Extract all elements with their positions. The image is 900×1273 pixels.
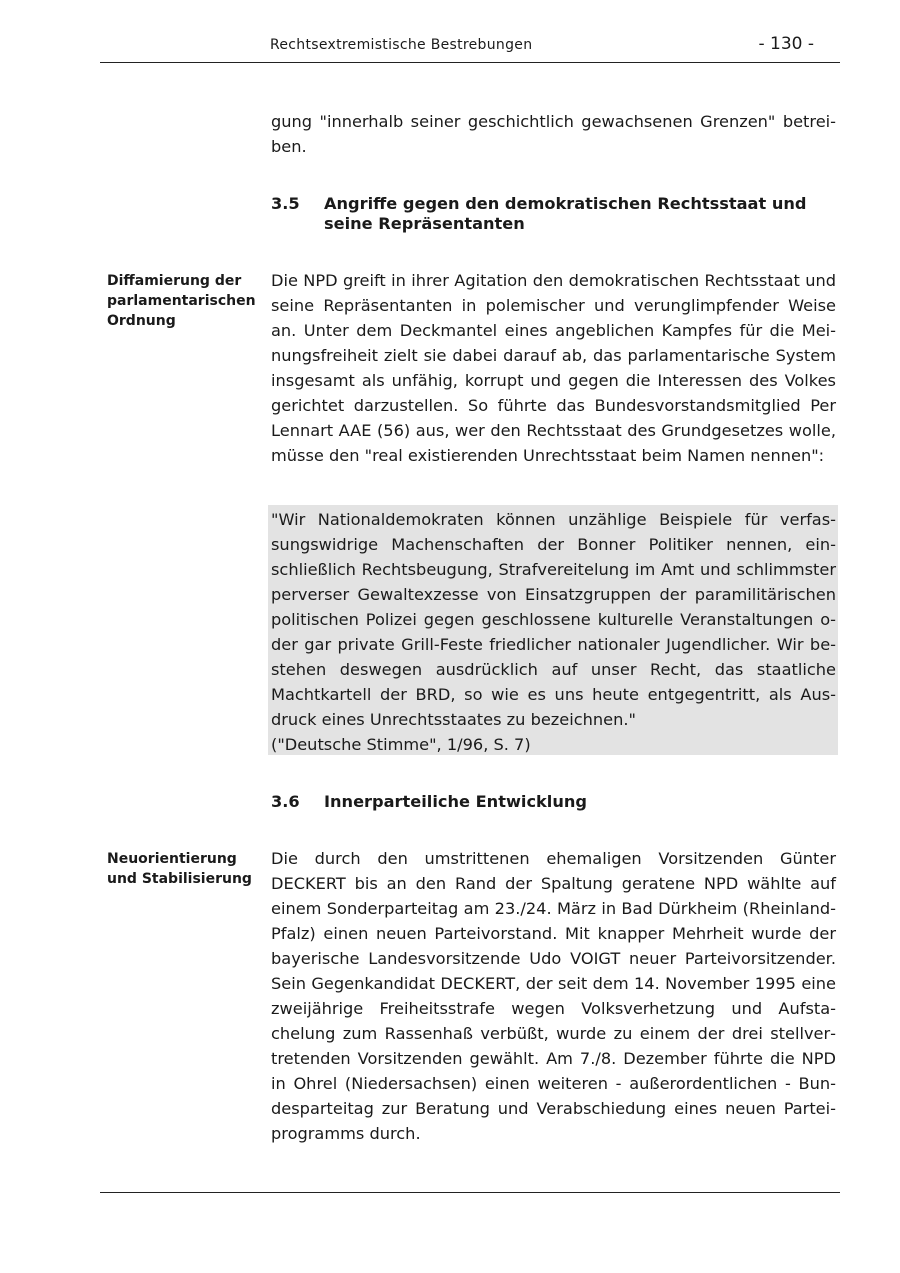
intro-paragraph: gung "innerhalb seiner geschichtlich gewachsenen Grenzen" betreiben. (271, 112, 836, 156)
page-header (100, 36, 840, 63)
margin-note-neuorientierung: Neuorientierung und Stabilisierung (107, 851, 252, 887)
section-3-5-paragraph: Die NPD greift in ihrer Agitation den demokratischen Rechtsstaat und seine Repräsentanten in polemischer und verunglimpfender Weise an. Unter dem Deckmantel eines angeblichen Kampfes für die Meinungsfreiheit zielt sie dabei darauf ab, das parlamentarische System insgesamt als unfähig, korrupt und gegen die Interessen des Volkes gerichtet darzustellen. So führte das Bundesvorstandsmitglied Per Lennart AAE (56) aus, wer den Rechtsstaat des Grundgesetzes wolle, müsse den "real existierenden Unrechtsstaat beim Namen nennen": (271, 271, 836, 465)
running-header-title: Rechtsextremistische Bestrebungen (270, 37, 533, 53)
section-number: 3.5 (271, 194, 300, 213)
section-title: Angriffe gegen den demokratischen Rechtsstaat und seine Repräsentanten (324, 194, 807, 233)
section-title: Innerparteiliche Entwicklung (324, 792, 587, 811)
quote-source: ("Deutsche Stimme", 1/96, S. 7) (271, 735, 531, 754)
margin-note-diffamierung: Diffamierung der parlamentarischen Ordnung (107, 273, 256, 329)
footer-rule (100, 1192, 840, 1193)
section-heading-3-6 (271, 792, 836, 812)
section-3-6-paragraph: Die durch den umstrittenen ehemaligen Vorsitzenden Günter DECKERT bis an den Rand der Spaltung geratene NPD wählte auf einem Sonderparteitag am 23./24. März in Bad Dürkheim (Rheinland-Pfalz) einen neuen Parteivorstand. Mit knapper Mehrheit wurde der bayerische Landesvorsitzende Udo VOIGT neuer Parteivorsitzender. Sein Gegenkandidat DECKERT, der seit dem 14. November 1995 eine zweijährige Freiheitsstrafe wegen Volksverhetzung und Aufstachelung zum Rassenhaß verbüßt, wurde zu einem der drei stellvertretenden Vorsitzenden gewählt. Am 7./8. Dezember führte die NPD in Ohrel (Niedersachsen) einen weiteren - außerordentlichen - Bundesparteitag zur Beratung und Verabschiedung eines neuen Parteiprogramms durch. (271, 849, 836, 1143)
quote-text: "Wir Nationaldemokraten können unzählige Beispiele für verfassungswidrige Machenschaften der Bonner Politiker nennen, einschließlich Rechtsbeugung, Strafvereitelung im Amt und schlimmster perverser Gewaltexzesse von Einsatzgruppen der paramilitärischen politischen Polizei gegen geschlossene kulturelle Veranstaltungen oder gar private Grill-Feste friedlicher nationaler Jugendlicher. Wir bestehen deswegen ausdrücklich auf unser Recht, das staatliche Machtkartell der BRD, so wie es uns heute entgegentritt, als Ausdruck eines Unrechtsstaates zu bezeichnen." (271, 510, 836, 729)
section-number: 3.6 (271, 792, 300, 811)
section-heading-3-5 (271, 194, 836, 234)
page-number: - 130 - (758, 34, 814, 54)
